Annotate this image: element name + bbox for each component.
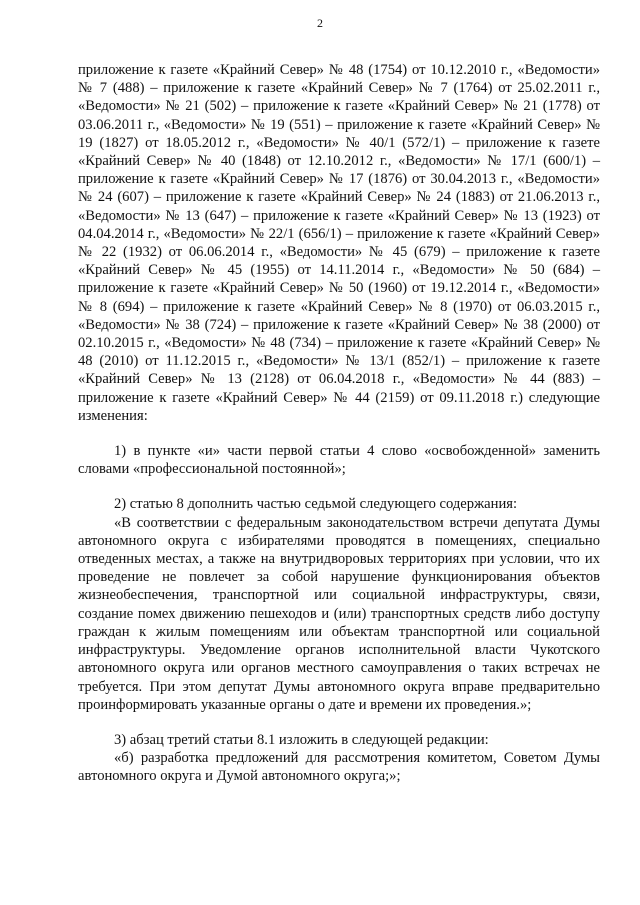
item-3-heading: 3) абзац третий статьи 8.1 изложить в следующей редакции: <box>114 731 489 748</box>
item-1-paragraph: 1) в пункте «и» части первой статьи 4 слово «освобожденной» заменить словами «профессиональной постоянной»; <box>78 443 600 478</box>
page-number: 2 <box>317 16 323 30</box>
intro-paragraph: приложение к газете «Крайний Север» № 48 (1754) от 10.12.2010 г., «Ведомости» № 7 (488) – приложение к газете «Крайний Север» № 7 (1764) от 25.02.2011 г., «Ведомости» № 21 (502) – приложение к газете «Крайний Север» № 21 (1778) от 03.06.2011 г., «Ведомости» № 19 (551) – приложение к газете «Крайний Север» № 19 (1827) от 18.05.2012 г., «Ведомости» № 40/1 (572/1) – приложение к газете «Крайний Север» № 40 (1848) от 12.10.2012 г., «Ведомости» № 17/1 (600/1) – приложение к газете «Крайний Север» № 17 (1876) от 30.04.2013 г., «Ведомости» № 24 (607) – приложение к газете «Крайний Север» № 24 (1883) от 21.06.2013 г., «Ведомости» № 13 (647) – приложение к газете «Крайний Север» № 13 (1923) от 04.04.2014 г., «Ведомости» № 22/1 (656/1) – приложение к газете «Крайний Север» № 22 (1932) от 06.06.2014 г., «Ведомости» № 45 (679) – приложение к газете «Крайний Север» № 45 (1955) от 14.11.2014 г., «Ведомости» № 50 (684) – приложение к газете «Крайний Север» № 50 (1960) от 19.12.2014 г., «Ведомости» № 8 (694) – приложение к газете «Крайний Север» № 8 (1970) от 06.03.2015 г., «Ведомости» № 38 (724) – приложение к газете «Крайний Север» № 38 (2000) от 02.10.2015 г., «Ведомости» № 48 (734) – приложение к газете «Крайний Север» № 48 (2010) от 11.12.2015 г., «Ведомости» № 13/1 (852/1) – приложение к газете «Крайний Север» № 13 (2128) от 06.04.2018 г., «Ведомости» № 44 (883) – приложение к газете «Крайний Север» № 44 (2159) от 09.11.2018 г.) следующие изменения: <box>78 62 600 424</box>
document-body <box>78 61 600 786</box>
item-2-quote: «В соответствии с федеральным законодательством встречи депутата Думы автономного округа с избирателями проводятся в помещениях, специально отведенных местах, а также на внутридворовых территориях при условии, что их проведение не повлечет за собой нарушение функционирования объектов жизнеобеспечения, транспортной или социальной инфраструктуры, связи, создание помех движению пешеходов и (или) транспортных средств либо доступу граждан к жилым помещениям или объектам транспортной или социальной инфраструктуры. Уведомление органов исполнительной власти Чукотского автономного округа или органов местного самоуправления о таких встречах не требуется. При этом депутат Думы автономного округа вправе предварительно проинформировать указанные органы о дате и времени их проведения.»; <box>78 514 600 713</box>
item-2-heading: 2) статью 8 дополнить частью седьмой следующего содержания: <box>114 496 518 513</box>
item-3-quote: «б) разработка предложений для рассмотрения комитетом, Советом Думы автономного округа и Думой автономного округа;»; <box>78 750 600 785</box>
